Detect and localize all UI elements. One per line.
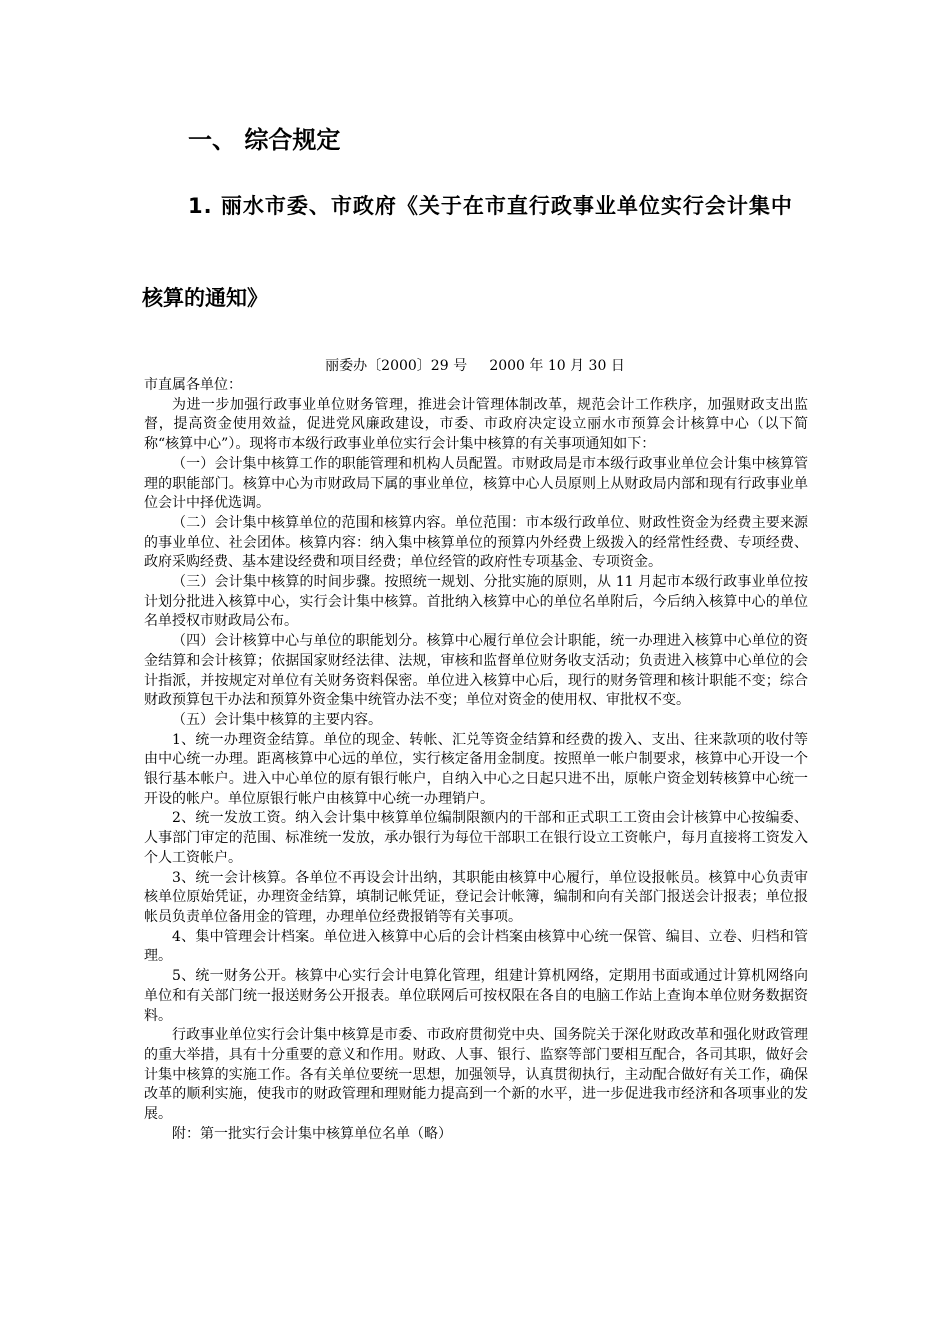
paragraph-attachment: 附：第一批实行会计集中核算单位名单（略） [172,1125,452,1142]
paragraph-sub-1: 1、统一办理资金结算。单位的现金、转帐、汇兑等资金结算和经费的拨入、支出、往来款项的收付等由中心统一办理。距离核算中心远的单位，实行核定备用金制度。按照单一帐户制要求，核算中心开设一个银行基本帐户。进入中心单位的原有银行帐户，自纳入中心之日起只进不出，原帐户资金划转核算中心统一开设的帐户。单位原银行帐户由核算中心统一办理销户。 [144,731,808,807]
paragraph-sub-2: 2、统一发放工资。纳入会计集中核算单位编制限额内的干部和正式职工工资由会计核算中心按编委、人事部门审定的范围、标准统一发放，承办银行为每位干部职工在银行设立工资帐户，每月直接将工资发入个人工资帐户。 [144,810,808,866]
paragraph-sub-4: 4、集中管理会计档案。单位进入核算中心后的会计档案由核算中心统一保管、编目、立卷、归档和管理。 [144,928,808,965]
section-heading: 一、 综合规定 [188,126,341,154]
paragraph-sub-5: 5、统一财务公开。核算中心实行会计电算化管理，组建计算机网络，定期用书面或通过计算机网络向单位和有关部门统一报送财务公开报表。单位联网后可按权限在各自的电脑工作站上查询本单位财务数据资料。 [144,968,808,1024]
paragraph-item-2: （二）会计集中核算单位的范围和核算内容。单位范围：市本级行政单位、财政性资金为经费主要来源的事业单位、社会团体。核算内容：纳入集中核算单位的预算内外经费上级拨入的经常性经费、专项经费、政府采购经费、基本建设经费和项目经费；单位经管的政府性专项基金、专项资金。 [144,514,808,571]
paragraph-sub-3: 3、统一会计核算。各单位不再设会计出纳，其职能由核算中心履行，单位设报帐员。核算中心负责审核单位原始凭证，办理资金结算，填制记帐凭证，登记会计帐簿，编制和向有关部门报送会计报表；单位报帐员负责单位备用金的管理，办理单位经费报销等有关事项。 [144,869,808,925]
salutation: 市直属各单位： [144,377,242,393]
document-title-line-1: 1. 丽水市委、市政府《关于在市直行政事业单位实行会计集中 [188,194,793,218]
paragraph-item-4: （四）会计核算中心与单位的职能划分。核算中心履行单位会计职能，统一办理进入核算中心单位的资金结算和会计核算；依据国家财经法律、法规，审核和监督单位财务收支活动；负责进入核算中心单位的会计指派，并按规定对单位有关财务资料保密。单位进入核算中心后，现行的财务管理和核计职能不变；综合财政预算包干办法和预算外资金集中统管办法不变；单位对资金的使用权、审批权不变。 [144,633,808,709]
document-title-line-2: 核算的通知》 [142,286,268,310]
paragraph-item-3: （三）会计集中核算的时间步骤。按照统一规划、分批实施的原则，从 11 月起市本级行政事业单位按计划分批进入核算中心，实行会计集中核算。首批纳入核算中心的单位名单附后，今后纳入核算中心的单位名单授权市财政局公布。 [144,574,808,630]
paragraph-conclusion: 行政事业单位实行会计集中核算是市委、市政府贯彻党中央、国务院关于深化财政改革和强化财政管理的重大举措，具有十分重要的意义和作用。财政、人事、银行、监察等部门要相互配合，各司其职，做好会计集中核算的实施工作。各有关单位要统一思想，加强领导，认真贯彻执行，主动配合做好有关工作，确保改革的顺利实施，使我市的财政管理和理财能力提高到一个新的水平，进一步促进我市经济和各项事业的发展。 [144,1027,808,1123]
document-reference: 丽委办〔2000〕29 号 2000 年 10 月 30 日 [325,358,625,374]
paragraph-item-1: （一）会计集中核算工作的职能管理和机构人员配置。市财政局是市本级行政事业单位会计集中核算管理的职能部门。核算中心为市财政局下属的事业单位，核算中心人员原则上从财政局内部和现有行政事业单位会计中择优选调。 [144,455,808,512]
paragraph-item-5: （五）会计集中核算的主要内容。 [172,711,382,728]
paragraph-intro: 为进一步加强行政事业单位财务管理，推进会计管理体制改革，规范会计工作秩序，加强财政支出监督，提高资金使用效益，促进党风廉政建设，市委、市政府决定设立丽水市预算会计核算中心（以下简称“核算中心”）。现将市本级行政事业单位实行会计集中核算的有关事项通知如下： [144,396,808,453]
document-body [144,376,808,1144]
